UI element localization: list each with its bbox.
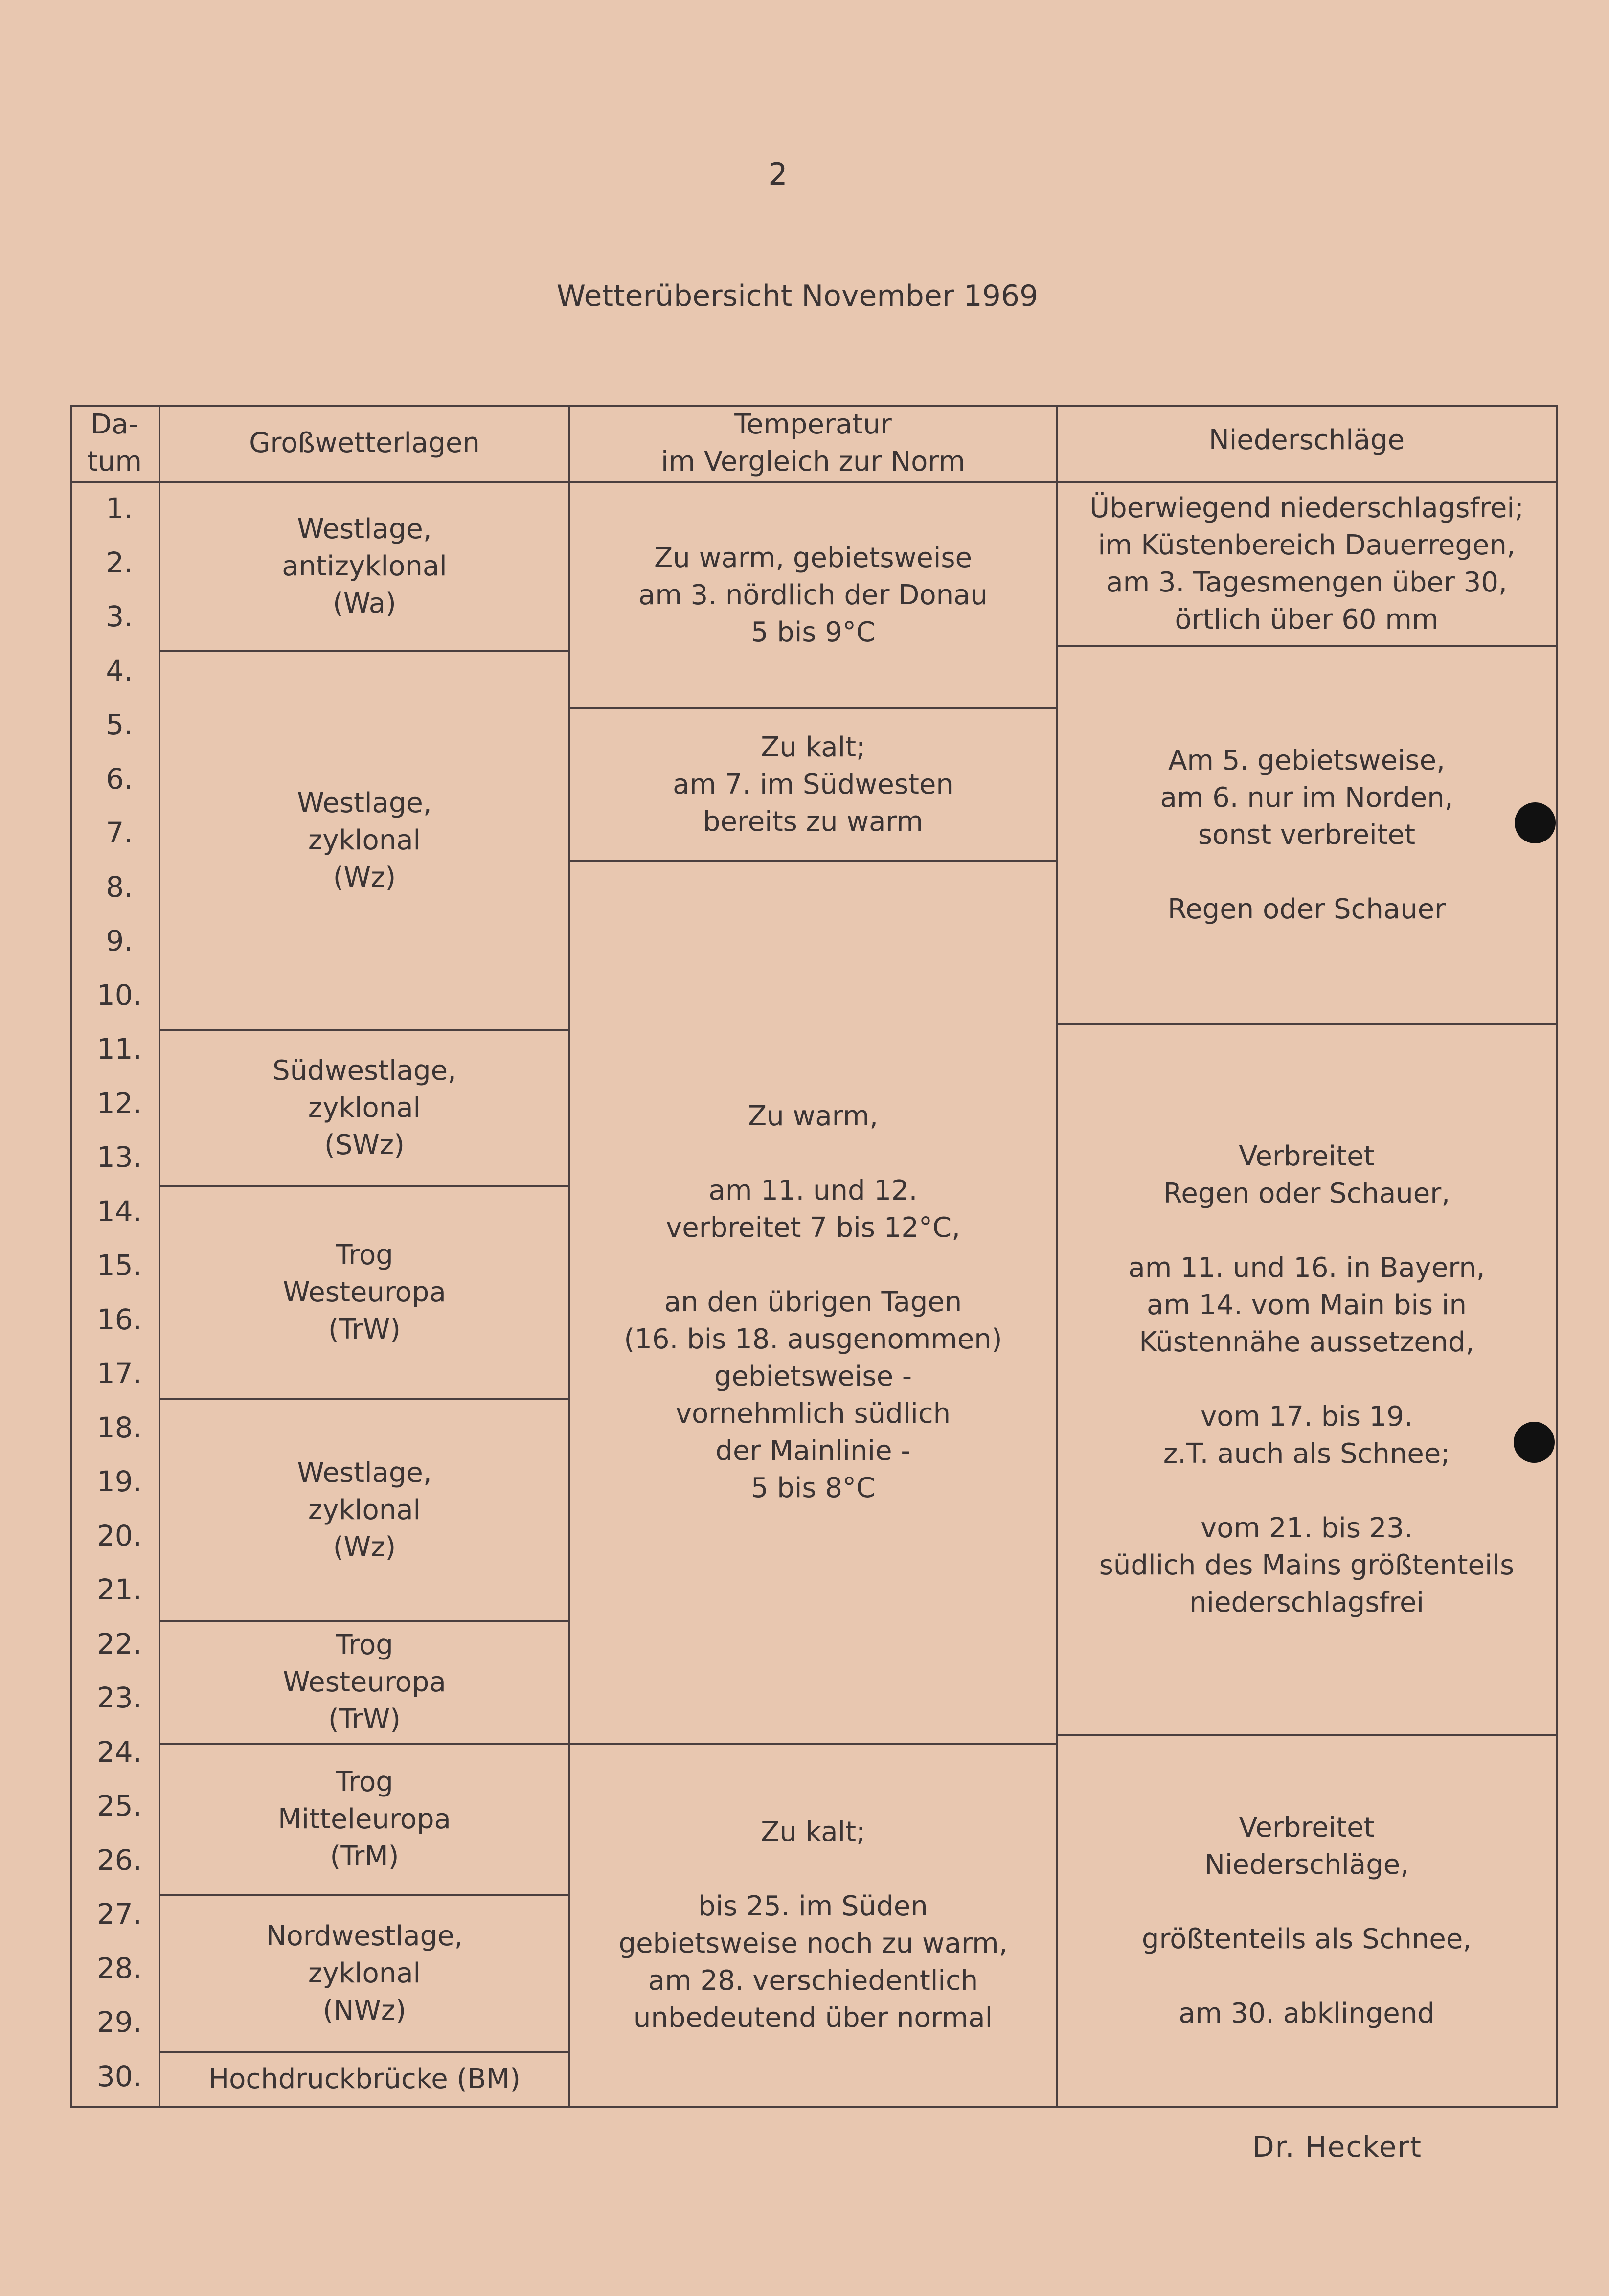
grosswetterlage-line: zyklonal: [308, 1494, 421, 1526]
niederschlag-cell: [1058, 1025, 1556, 1734]
day-number: 18.: [96, 1410, 142, 1444]
grosswetterlage-line: (TrM): [330, 1841, 399, 1872]
niederschlag-line: vom 17. bis 19.: [1201, 1401, 1413, 1432]
grosswetterlage-line: Westlage,: [297, 513, 432, 545]
day-number: 28.: [96, 1951, 142, 1985]
grosswetterlage-line: Westlage,: [297, 787, 432, 819]
day-number: 6.: [106, 762, 133, 796]
punch-hole: [1515, 802, 1556, 843]
niederschlag-cell: [1058, 483, 1556, 645]
niederschlag-line: sonst verbreitet: [1198, 819, 1416, 851]
grosswetterlage-line: Westlage,: [297, 1457, 432, 1489]
header-datum-line: Da-: [91, 409, 138, 440]
day-number: 12.: [96, 1086, 142, 1120]
day-number: 20.: [96, 1519, 142, 1552]
day-number: 24.: [96, 1735, 142, 1769]
grosswetterlage-line: (Wz): [333, 862, 396, 893]
temperatur-line: an den übrigen Tagen: [664, 1286, 962, 1318]
day-number: 10.: [96, 978, 142, 1012]
grosswetterlage-line: zyklonal: [308, 1092, 421, 1124]
grosswetterlage-line: (NWz): [322, 1995, 407, 2026]
day-number: 13.: [96, 1140, 142, 1174]
niederschlag-line: im Küstenbereich Dauerregen,: [1098, 529, 1516, 561]
day-number: 1.: [106, 492, 133, 525]
niederschlag-line: Niederschläge,: [1204, 1849, 1409, 1881]
grosswetterlage-line: Westeuropa: [283, 1666, 446, 1698]
grosswetterlage-line: (Wa): [333, 588, 396, 619]
niederschlag-line: Küstennähe aussetzend,: [1139, 1326, 1474, 1358]
grosswetterlage-cell: [160, 1896, 568, 2051]
niederschlag-line: am 11. und 16. in Bayern,: [1128, 1252, 1485, 1284]
niederschlag-line: vom 21. bis 23.: [1201, 1512, 1413, 1544]
punch-hole: [1514, 1422, 1555, 1463]
header-grosswetterlagen: Großwetterlagen: [249, 427, 480, 459]
day-number: 21.: [96, 1573, 142, 1606]
niederschlag-line: örtlich über 60 mm: [1175, 604, 1439, 636]
day-number: 9.: [106, 924, 133, 957]
temperatur-line: am 7. im Südwesten: [673, 769, 953, 800]
grosswetterlage-cell: [160, 1745, 568, 1894]
header-temperatur-line: im Vergleich zur Norm: [660, 446, 965, 477]
header-temperatur: [570, 406, 1056, 480]
day-number: 11.: [96, 1032, 142, 1066]
day-number: 7.: [106, 816, 133, 849]
grosswetterlage-line: Westeuropa: [283, 1276, 446, 1308]
temperatur-line: Zu warm,: [748, 1100, 879, 1132]
grosswetterlage-line: antizyklonal: [282, 550, 447, 582]
table-border-bottom: [70, 2106, 1558, 2108]
temperatur-line: Zu kalt;: [761, 731, 865, 763]
temperatur-line: der Mainlinie -: [715, 1435, 911, 1467]
day-number: 23.: [96, 1681, 142, 1714]
grosswetterlage-cell: [160, 1622, 568, 1743]
day-number: 5.: [106, 708, 133, 741]
niederschlag-line: Am 5. gebietsweise,: [1168, 745, 1445, 776]
niederschlag-line: Regen oder Schauer,: [1163, 1178, 1450, 1209]
day-number: 19.: [96, 1465, 142, 1498]
temperatur-cell: [570, 709, 1056, 860]
grosswetterlage-cell: [160, 652, 568, 1029]
day-number: 22.: [96, 1627, 142, 1660]
niederschlag-line: Verbreitet: [1239, 1812, 1375, 1843]
grosswetterlage-line: Nordwestlage,: [266, 1920, 463, 1952]
grosswetterlage-line: Trog: [336, 1766, 393, 1798]
temperatur-line: am 28. verschiedentlich: [648, 1965, 978, 1997]
day-number: 29.: [96, 2005, 142, 2039]
grosswetterlage-line: Mitteleuropa: [278, 1803, 451, 1835]
day-number: 2.: [106, 546, 133, 579]
temperatur-cell: [570, 483, 1056, 707]
day-number: 26.: [96, 1843, 142, 1877]
niederschlag-line: Überwiegend niederschlagsfrei;: [1089, 492, 1524, 524]
niederschlag-cell: [1058, 1736, 1556, 2106]
day-number: 14.: [96, 1194, 142, 1228]
grosswetterlage-line: zyklonal: [308, 1957, 421, 1989]
grosswetterlage-line: Trog: [336, 1239, 393, 1271]
table-border-left: [70, 405, 72, 2108]
temperatur-line: 5 bis 9°C: [750, 616, 876, 648]
grosswetterlage-cell: [160, 483, 568, 650]
day-number: 25.: [96, 1789, 142, 1822]
grosswetterlage-line: zyklonal: [308, 824, 421, 856]
niederschlag-cell: [1058, 647, 1556, 1023]
day-number: 4.: [106, 654, 133, 687]
day-number: 30.: [96, 2059, 142, 2093]
temperatur-line: bereits zu warm: [703, 806, 924, 838]
niederschlag-line: am 6. nur im Norden,: [1160, 782, 1453, 814]
day-number: 8.: [106, 870, 133, 904]
header-niederschlaege: Niederschläge: [1208, 424, 1405, 456]
signature: Dr. Heckert: [1252, 2130, 1423, 2163]
grosswetterlage-cell: [160, 1031, 568, 1185]
grosswetterlage-line: (Wz): [333, 1531, 396, 1563]
grosswetterlage-line: (TrW): [328, 1314, 401, 1345]
day-number: 15.: [96, 1249, 142, 1282]
niederschlag-line: Verbreitet: [1239, 1140, 1375, 1172]
temperatur-line: bis 25. im Süden: [698, 1890, 928, 1922]
grosswetterlage-cell: [160, 1400, 568, 1620]
day-number: 16.: [96, 1302, 142, 1336]
document-title: Wetterübersicht November 1969: [556, 279, 1039, 313]
temperatur-cell: [570, 1745, 1056, 2106]
temperatur-line: (16. bis 18. ausgenommen): [624, 1323, 1002, 1355]
temperatur-line: vornehmlich südlich: [675, 1398, 951, 1430]
niederschlag-line: am 14. vom Main bis in: [1147, 1289, 1467, 1321]
niederschlag-line: Regen oder Schauer: [1167, 893, 1446, 925]
temperatur-line: unbedeutend über normal: [633, 2002, 993, 2034]
temperatur-line: Zu kalt;: [761, 1816, 865, 1848]
niederschlag-line: größtenteils als Schnee,: [1141, 1923, 1472, 1955]
grosswetterlage-line: (SWz): [324, 1129, 405, 1161]
grosswetterlage-cell: [160, 1187, 568, 1398]
temperatur-line: 5 bis 8°C: [750, 1472, 876, 1504]
grosswetterlage-line: (TrW): [328, 1704, 401, 1735]
niederschlag-line: am 30. abklingend: [1178, 1998, 1435, 2029]
niederschlag-line: z.T. auch als Schnee;: [1163, 1438, 1450, 1470]
grosswetterlage-line: Südwestlage,: [272, 1055, 456, 1087]
weather-table: [70, 405, 1558, 2108]
header-datum: [70, 406, 159, 480]
day-number: 17.: [96, 1357, 142, 1390]
niederschlag-line: niederschlagsfrei: [1189, 1587, 1425, 1618]
temperatur-cell: [570, 862, 1056, 1743]
header-temperatur-line: Temperatur: [734, 409, 892, 440]
day-number: 27.: [96, 1897, 142, 1931]
temperatur-line: verbreitet 7 bis 12°C,: [666, 1212, 960, 1244]
temperatur-line: Zu warm, gebietsweise: [654, 542, 973, 574]
niederschlag-line: südlich des Mains größtenteils: [1099, 1549, 1515, 1581]
temperatur-line: gebietsweise -: [714, 1361, 912, 1392]
grosswetterlage-cell: [160, 2053, 568, 2106]
page-number: 2: [768, 157, 788, 192]
temperatur-line: am 11. und 12.: [708, 1175, 918, 1206]
grosswetterlage-line: Trog: [336, 1629, 393, 1661]
temperatur-line: gebietsweise noch zu warm,: [618, 1928, 1008, 1959]
day-number: 3.: [106, 600, 133, 633]
grosswetterlage-line: Hochdruckbrücke (BM): [208, 2063, 521, 2095]
table-border-right: [1556, 405, 1558, 2108]
header-datum-line: tum: [87, 446, 142, 477]
temperatur-line: am 3. nördlich der Donau: [638, 579, 988, 611]
niederschlag-line: am 3. Tagesmengen über 30,: [1106, 567, 1507, 598]
